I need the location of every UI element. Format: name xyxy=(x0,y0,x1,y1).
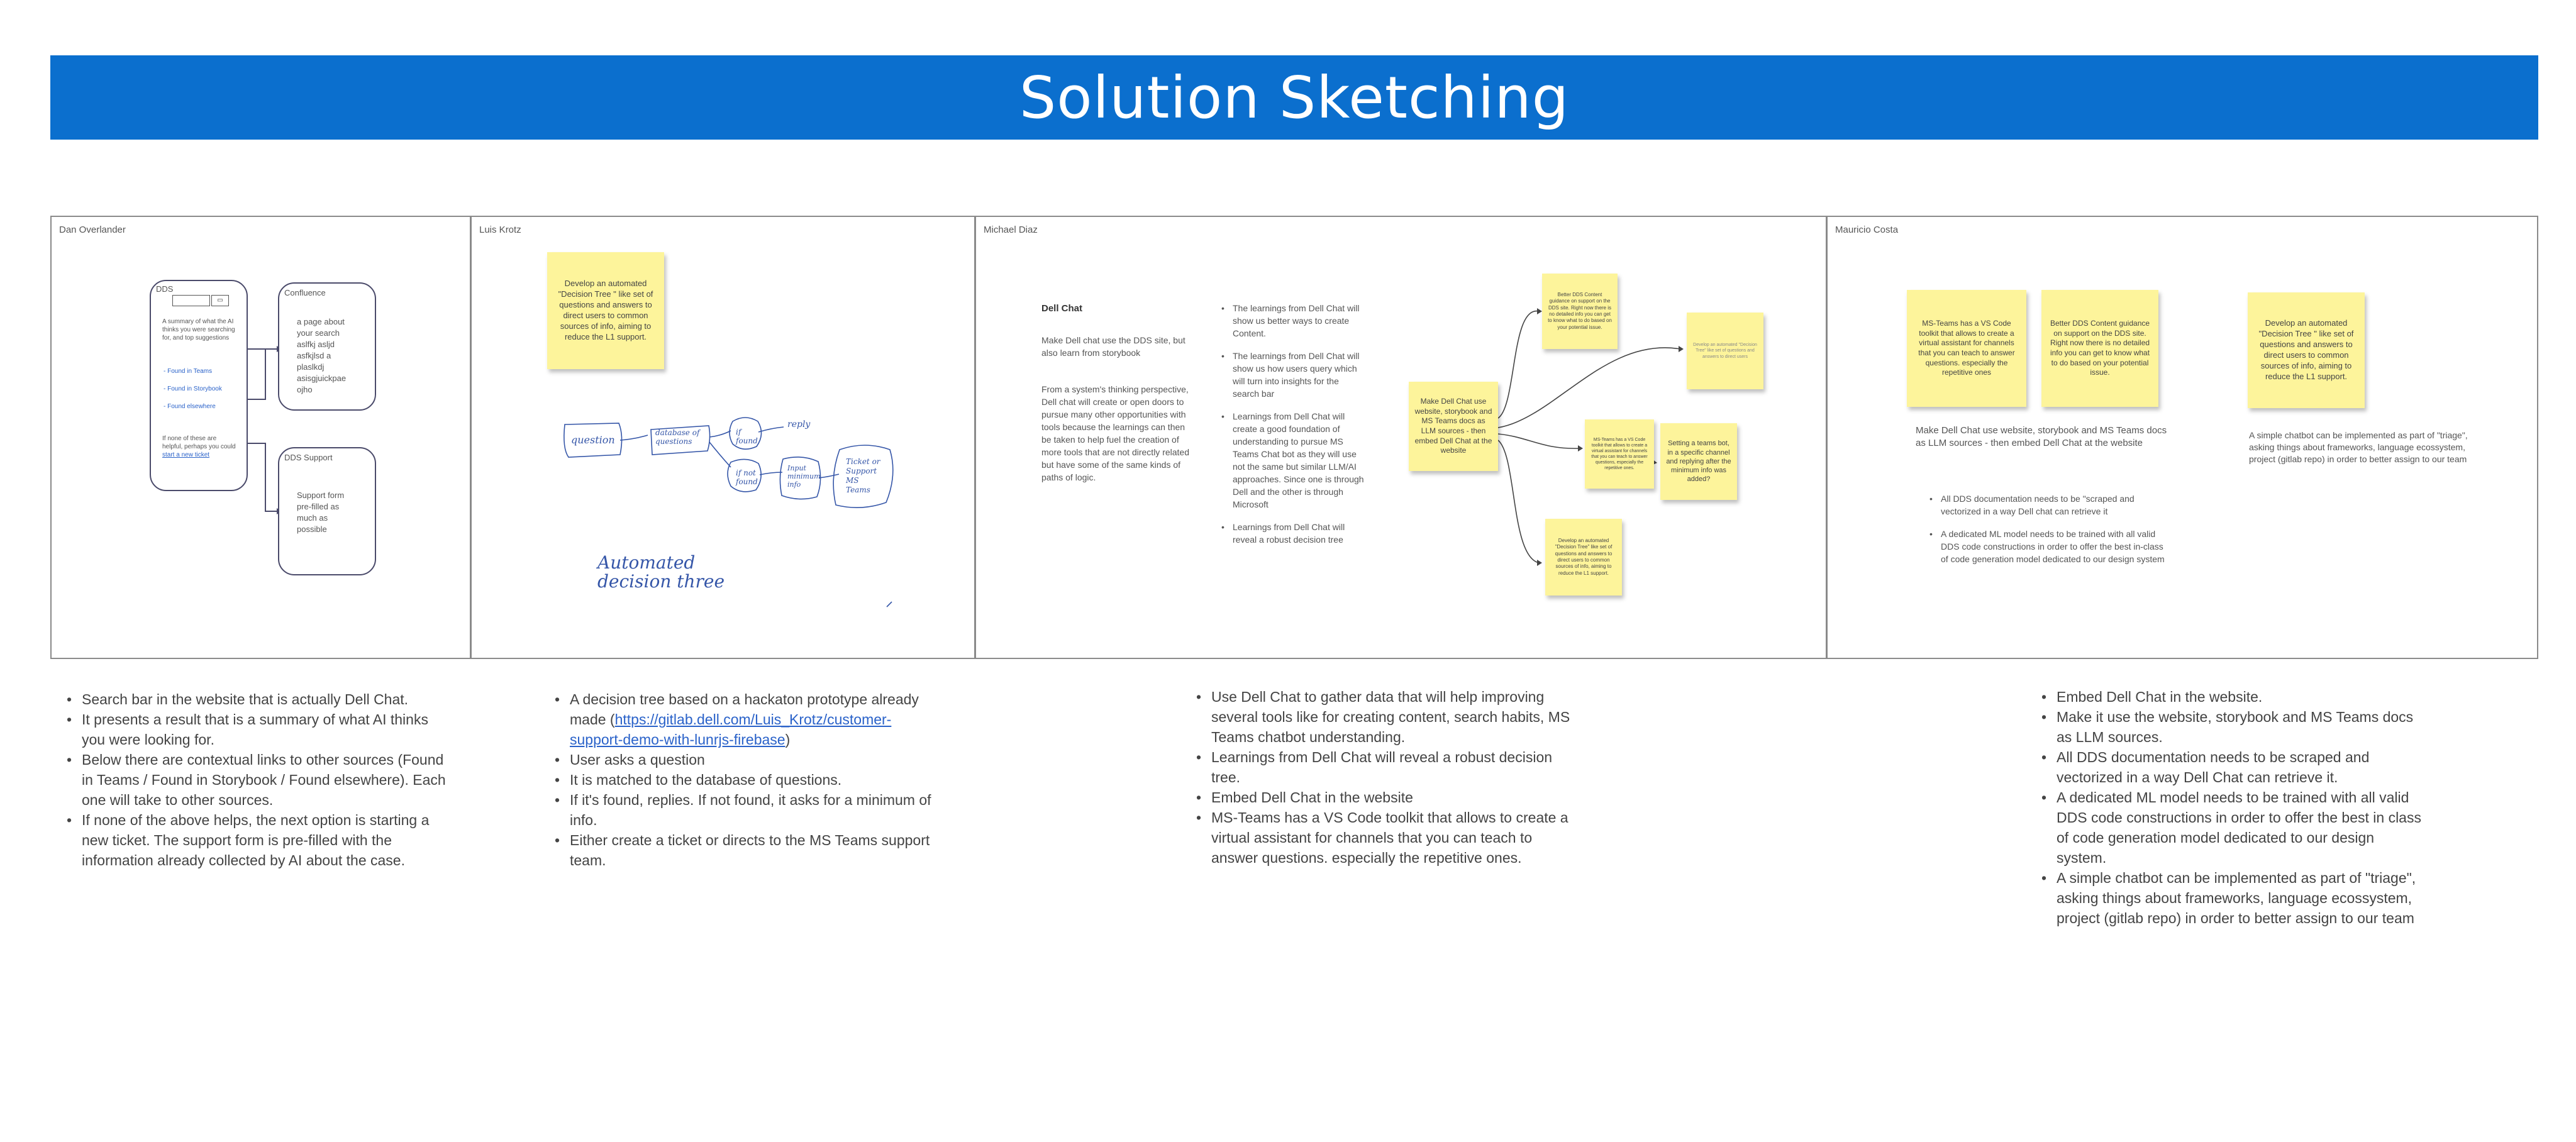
title-banner xyxy=(50,55,2538,140)
support-text: Support form pre-filled as much as possible xyxy=(297,491,345,534)
note-item: • Use Dell Chat to gather data that will help improving several tools like for creating content, search habits, MS Teams chatbot understanding. xyxy=(1192,687,1576,747)
note-item: • Below there are contextual links to other sources (Found in Teams / Found in Storybook / Found elsewhere). Each one will take to other sources. xyxy=(63,750,453,810)
link-found-in-teams: - Found in Teams xyxy=(164,368,213,375)
sticky-dds-content: Better DDS Content guidance on support on the DDS site. Right now there is no detailed info you can get to know what to do based on your potential issue. xyxy=(2041,290,2158,407)
note-item: • Search bar in the website that is actually Dell Chat. xyxy=(63,689,453,709)
dds-search-wireframe xyxy=(150,280,248,491)
confluence-wireframe xyxy=(278,282,376,411)
panel-author: Michael Diaz xyxy=(984,225,1038,235)
dds-summary-text: A summary of what the AI thinks you were searching for, and top suggestions xyxy=(162,318,235,341)
sticky-far-teams-bot: Setting a teams bot, in a specific channel and replying after the minimum info was added? xyxy=(1660,423,1737,500)
panel-author: Dan Overlander xyxy=(59,225,126,235)
dds-support-wireframe xyxy=(278,447,376,575)
link-found-elsewhere: - Found elsewhere xyxy=(164,403,216,410)
hand-node-ticket-support: Ticket or Support MS Teams xyxy=(846,457,880,494)
mauricio-bullets xyxy=(1927,492,2166,575)
dell-chat-intro: Make Dell chat use the DDS site, but also learn from storybook xyxy=(1041,335,1185,358)
bullet-item: • All DDS documentation needs to be "scraped and vectorized in a way Dell chat can retrieve it xyxy=(1927,492,2166,518)
note-item: • If none of the above helps, the next option is starting a new ticket. The support form is pre-filled with the information already collected by AI about the case. xyxy=(63,810,453,870)
hand-node-database: database of questions xyxy=(655,428,700,446)
bullet-item: • Learnings from Dell Chat will reveal a robust decision tree xyxy=(1219,521,1365,546)
confluence-text: a page about your search aslfkj asljd asfkjlsd a plaslkdj asisgjuickpae ojho xyxy=(297,317,347,394)
hand-node-if-not-found: if not found xyxy=(736,468,758,486)
note-item: • Make it use the website, storybook and MS Teams docs as LLM sources. xyxy=(2038,707,2428,747)
note-item: • Learnings from Dell Chat will reveal a robust decision tree. xyxy=(1192,747,1576,787)
fallback-link: start a new ticket xyxy=(162,452,210,458)
note-item: • Embed Dell Chat in the website xyxy=(1192,787,1576,807)
wireframe-search-button: ▭ xyxy=(211,295,229,306)
note-item: • It is matched to the database of questions. xyxy=(551,770,941,790)
bullet-item: • A dedicated ML model needs to be trained with all valid DDS code constructions in order to offer the best in-class of code generation model dedicated to our design system xyxy=(1927,528,2166,565)
fallback-prefix: If none of these are helpful, perhaps you could xyxy=(162,435,236,450)
note-item: • It presents a result that is a summary of what AI thinks you were looking for. xyxy=(63,709,453,750)
hand-node-if-found: if found xyxy=(736,428,758,445)
dell-chat-heading: Dell Chat xyxy=(1041,303,1083,314)
notes-column-2 xyxy=(551,689,941,870)
panel-author: Luis Krotz xyxy=(479,225,521,235)
bullet-item: • The learnings from Dell Chat will show us how users query which will turn into insights for the search bar xyxy=(1219,350,1365,400)
hand-drawn-flow xyxy=(472,217,977,660)
note-item: • User asks a question xyxy=(551,750,941,770)
hand-node-reply: reply xyxy=(787,419,811,430)
panel-michael-diaz xyxy=(975,216,1827,659)
hand-node-input-info: Input minimum info xyxy=(787,464,821,489)
sticky-top-dds-content: Better DDS Content guidance on support on the DDS site. Right now there is no detailed info you can get to know what to do based on your potential issue. xyxy=(1542,274,1618,349)
notes-column-1 xyxy=(63,689,453,870)
panel-author: Mauricio Costa xyxy=(1835,225,1899,235)
note-item: • All DDS documentation needs to be scraped and vectorized in a way Dell Chat can retrieve it. xyxy=(2038,747,2428,787)
sticky-bottom-decision-tree: Develop an automated "Decision Tree" like set of questions and answers to direct users to common sources of info, aiming to reduce the L1 support. xyxy=(1545,519,1622,596)
note-text: A decision tree based on a hackaton prototype already made ( xyxy=(570,691,919,728)
sticky-right-decision-tree: Develop an automated "Decision Tree" like set of questions and answers to direct users xyxy=(1687,313,1763,389)
note-item: • Either create a ticket or directs to the MS Teams support team. xyxy=(551,830,941,870)
sticky-center-dell-chat: Make Dell Chat use website, storybook and MS Teams docs as LLM sources - then embed Dell Chat at the website xyxy=(1409,382,1498,471)
mauricio-dell-chat-text: Make Dell Chat use website, storybook and MS Teams docs as LLM sources - then embed Dell Chat at the website xyxy=(1916,425,2167,448)
link-found-in-storybook: - Found in Storybook xyxy=(164,385,222,392)
mauricio-chatbot-text: A simple chatbot can be implemented as part of "triage", asking things about frameworks, language ecossystem, project (gitlab repo) in order to better assign to our team xyxy=(2249,430,2468,464)
dds-fallback-text xyxy=(162,435,238,459)
notes-column-4 xyxy=(2038,687,2428,928)
hand-caption: Automated decision three xyxy=(597,552,725,592)
sticky-mid-ms-teams: MS-Teams has a VS Code toolkit that allows to create a virtual assistant for channels that you can teach to answer questions, especially the repetitive ones. xyxy=(1585,419,1654,489)
panel-mauricio-costa xyxy=(1826,216,2538,659)
hand-node-question: question xyxy=(571,434,615,446)
bullet-item: • Learnings from Dell Chat will create a good foundation of understanding to pursue MS Teams Chat bot as they will use not the same but similar LLM/AI approaches. Since one is through Dell and the other is through Microsoft xyxy=(1219,410,1365,511)
panel-dan-overlander xyxy=(50,216,471,659)
notes-column-3 xyxy=(1192,687,1576,868)
bullet-item: • The learnings from Dell Chat will show us better ways to create Content. xyxy=(1219,302,1365,340)
note-item: • MS-Teams has a VS Code toolkit that allows to create a virtual assistant for channels that you can teach to answer questions. especially the repetitive ones. xyxy=(1192,807,1576,868)
support-title: DDS Support xyxy=(284,453,333,462)
dell-chat-body: From a system's thinking perspective, Dell chat will create or open doors to pursue many other opportunities with tools because the learnings can then be taken to help fuel the creation of more tools that are not directly related but have some of the same kinds of paths of logic. xyxy=(1041,384,1190,482)
note-item: • A simple chatbot can be implemented as part of "triage", asking things about frameworks, language ecossystem, project (gitlab repo) in order to better assign to our team xyxy=(2038,868,2428,928)
dds-label: DDS xyxy=(156,284,174,294)
note-item: • If it's found, replies. If not found, it asks for a minimum of info. xyxy=(551,790,941,830)
page-title: Solution Sketching xyxy=(1019,64,1570,131)
note-item: • A dedicated ML model needs to be trained with all valid DDS code constructions in order to offer the best in class of code generation model dedicated to our design system. xyxy=(2038,787,2428,868)
note-text: ) xyxy=(785,731,791,748)
note-item-with-link xyxy=(551,689,941,750)
dds-link-list xyxy=(164,363,239,416)
gitlab-prototype-link[interactable]: https://gitlab.dell.com/Luis_Krotz/customer-support-demo-with-lunrjs-firebase xyxy=(570,711,892,748)
confluence-title: Confluence xyxy=(284,288,326,297)
wireframe-search-input xyxy=(172,295,210,306)
panel-luis-krotz xyxy=(470,216,975,659)
sticky-note-decision-tree: Develop an automated "Decision Tree " like set of questions and answers to direct users to common sources of info, aiming to reduce the L1 support. xyxy=(547,252,664,369)
dan-wireframe-connectors xyxy=(52,217,472,660)
sticky-ms-teams-toolkit: MS-Teams has a VS Code toolkit that allows to create a virtual assistant for channels that you can teach to answer questions. especially the repetitive ones xyxy=(1907,290,2026,407)
note-item: • Embed Dell Chat in the website. xyxy=(2038,687,2428,707)
sticky-decision-tree: Develop an automated "Decision Tree " like set of questions and answers to direct users to common sources of info, aiming to reduce the L1 support. xyxy=(2248,292,2365,408)
